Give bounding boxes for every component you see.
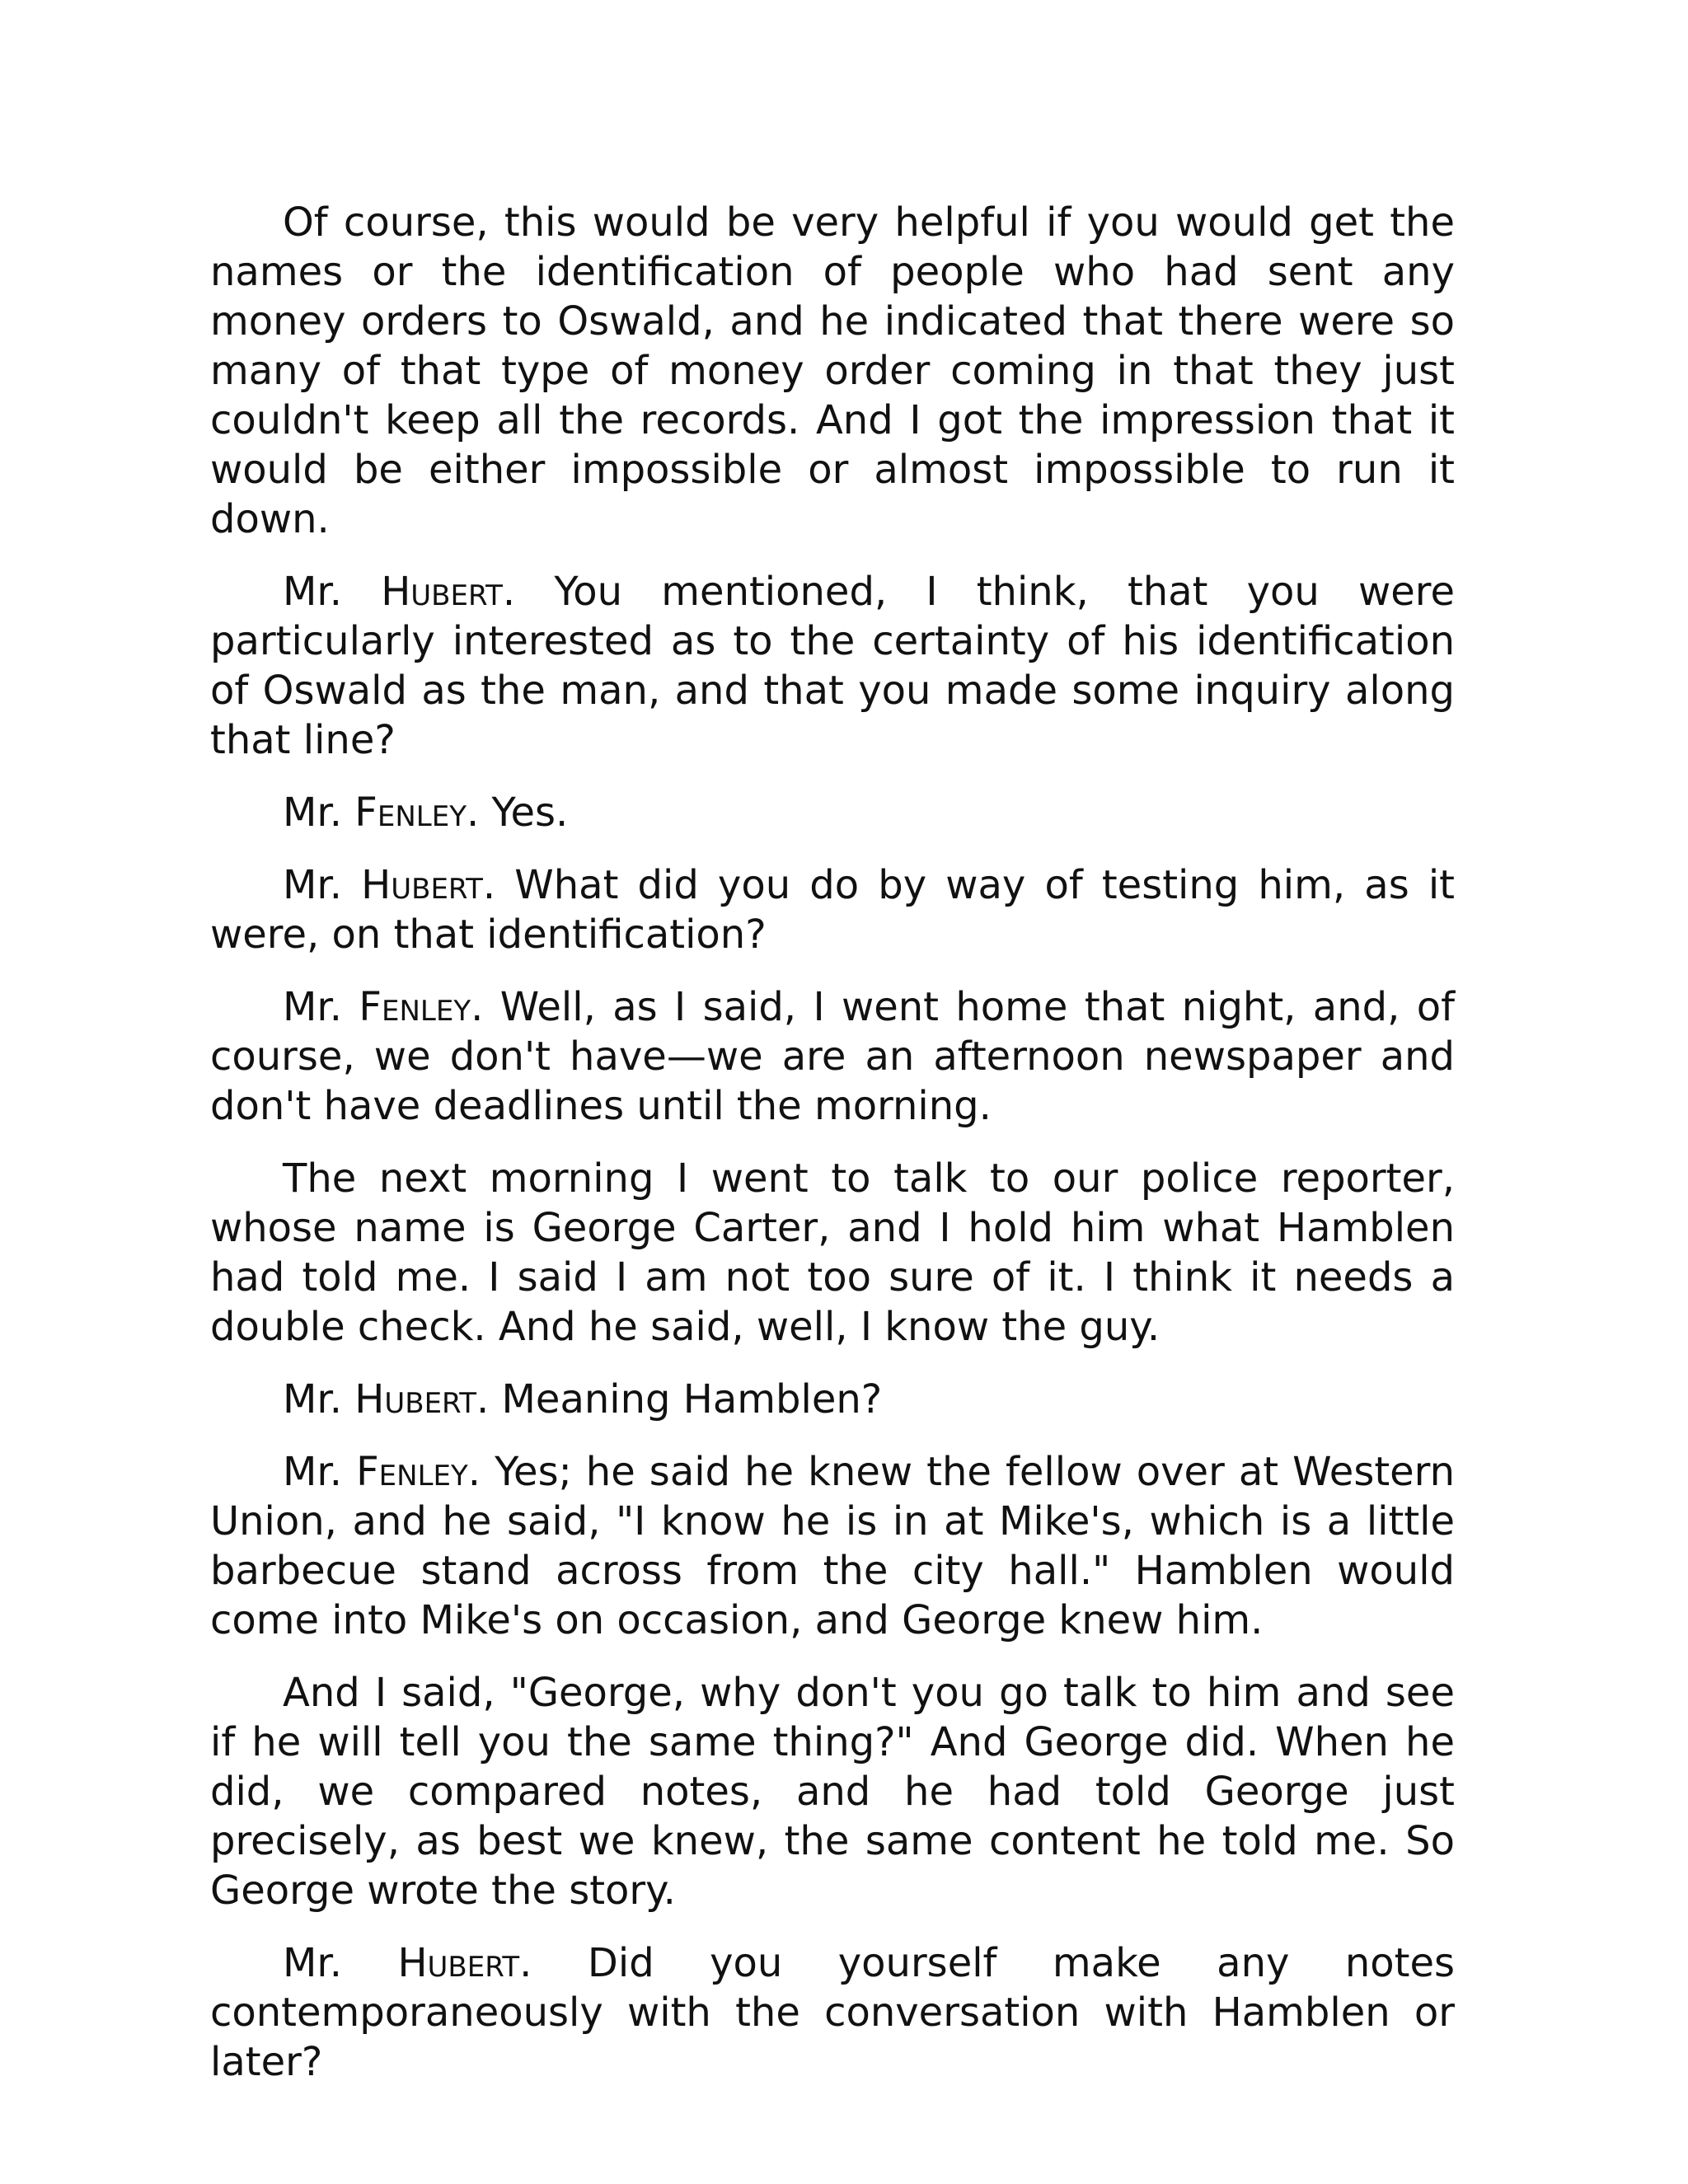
speaker-prefix: Mr. [283,984,342,1030]
document-page [210,198,1455,2110]
speaker-name: Hubert [354,1376,476,1422]
testimony-paragraph: Mr. Hubert. Did you yourself make any notes contemporaneously with the conversation with Hamblen or later? [210,1940,1455,2085]
testimony-paragraph: Mr. Fenley. Yes. [283,790,569,836]
speaker-name: Hubert [361,862,483,908]
narrative-paragraph: And I said, "George, why don't you go talk to him and see if he will tell you the same thing?" And George did. When he did, we compared notes, and he had told George just precisely, as best we knew, the same content he told me. So George wrote the story. [210,1670,1455,1914]
speaker-name: Hubert [397,1940,520,1986]
speaker-name: Fenley [356,1449,468,1495]
speaker-prefix: Mr. [283,1376,342,1422]
speaker-prefix: Mr. [283,1449,342,1495]
paragraph-text: Did you yourself make any notes contemporaneously with the conversation with Hamblen or later? [210,1940,1455,2085]
narrative-paragraph: Of course, this would be very helpful if you would get the names or the identification of people who had sent any money orders to Oswald, and he indicated that there were so many of that type of money order coming in that they just couldn't keep all the records. And I got the impression that it would be either impossible or almost impossible to run it down. [210,199,1455,542]
speaker-name: Hubert [381,569,503,615]
paragraph-text: Yes. [491,790,569,836]
speaker-prefix: Mr. [283,1940,342,1986]
testimony-paragraph: Mr. Fenley. Well, as I said, I went home that night, and, of course, we don't have—we are an afternoon newspaper and don't have deadlines until the morning. [210,984,1456,1129]
speaker-prefix: Mr. [283,790,342,836]
paragraph-text: Yes; he said he knew the fellow over at Western Union, and he said, "I know he is in at Mike's, which is a little barbecue stand across from the city hall." Hamblen would come into Mike's on occasion, and George knew him. [210,1449,1455,1643]
testimony-paragraph: Mr. Hubert. You mentioned, I think, that you were particularly interested as to the certainty of his identification of Oswald as the man, and that you made some inquiry along that line? [210,569,1456,763]
testimony-paragraph: Mr. Fenley. Yes; he said he knew the fellow over at Western Union, and he said, "I know he is in at Mike's, which is a little barbecue stand across from the city hall." Hamblen would come into Mike's on occasion, and George knew him. [210,1449,1455,1643]
paragraph-text: Well, as I said, I went home that night, and, of course, we don't have—we are an afternoon newspaper and don't have deadlines until the morning. [210,984,1456,1129]
testimony-paragraph: Mr. Hubert. What did you do by way of testing him, as it were, on that identification? [210,862,1456,958]
paragraph-text: Meaning Hamblen? [501,1376,883,1422]
speaker-prefix: Mr. [283,569,342,615]
paragraph-text: What did you do by way of testing him, as it were, on that identification? [210,862,1456,958]
speaker-name: Fenley [359,984,471,1030]
speaker-name: Fenley [354,790,467,836]
testimony-paragraph: Mr. Hubert. Meaning Hamblen? [283,1376,883,1422]
speaker-prefix: Mr. [283,862,342,908]
paragraph-text: You mentioned, I think, that you were particularly interested as to the certainty of his identification of Oswald as the man, and that you made some inquiry along that line? [210,569,1456,763]
narrative-paragraph: The next morning I went to talk to our police reporter, whose name is George Carter, and I hold him what Hamblen had told me. I said I am not too sure of it. I think it needs a double check. And he said, well, I know the guy. [210,1155,1455,1350]
